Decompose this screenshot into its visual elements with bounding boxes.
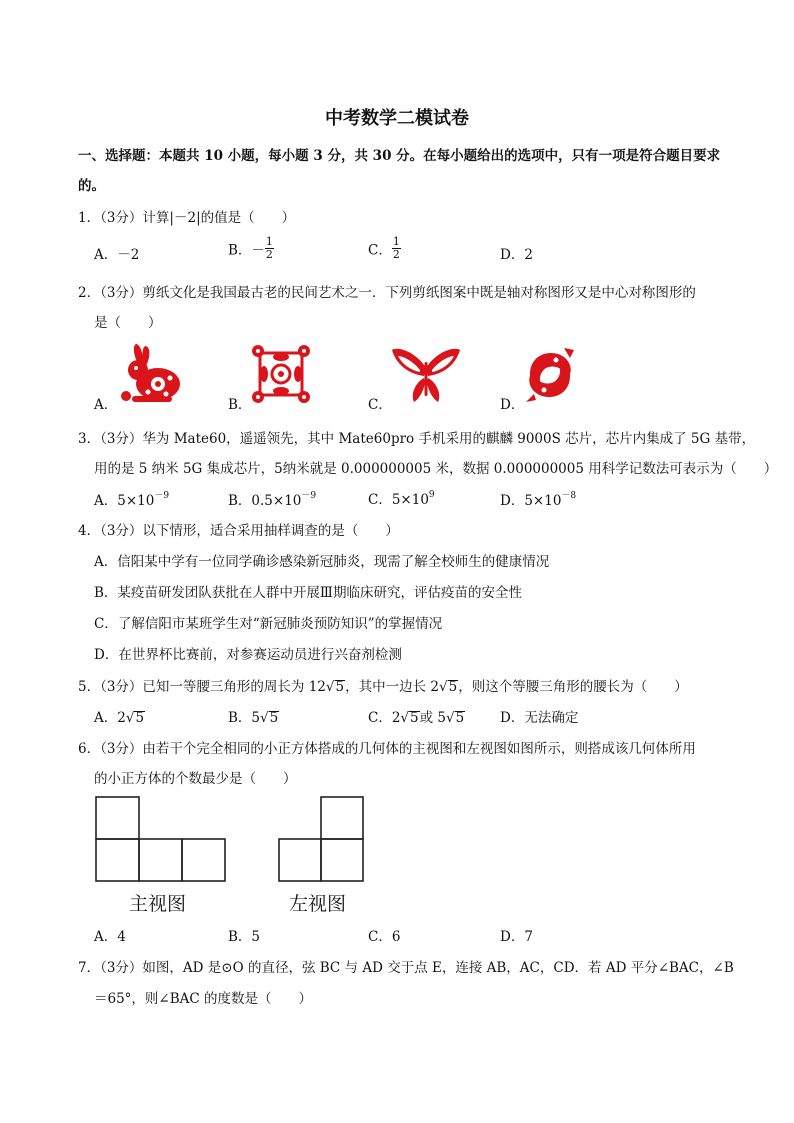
section-heading-line1: 一、选择题：本题共 10 小题，每小题 3 分，共 30 分。在每小题给出的选项中，只有一项是符合题目要求 — [78, 148, 721, 164]
q5-option-a: A．2√5 — [94, 710, 145, 726]
question-4-stem: 4．（3分）以下情形，适合采用抽样调查的是（ ） — [78, 523, 399, 539]
q4-option-a: A．信阳某中学有一位同学确诊感染新冠肺炎，现需了解全校师生的健康情况 — [94, 554, 550, 570]
q2-option-d: D． — [500, 397, 525, 413]
q1-option-a: A．－2 — [94, 247, 140, 263]
front-view-label: 主视图 — [129, 893, 187, 915]
left-view-label: 左视图 — [289, 893, 347, 915]
question-6-line2: 的小正方体的个数最少是（ ） — [94, 771, 297, 787]
q4-option-b: B．某疫苗研发团队获批在人群中开展Ⅲ期临床研究，评估疫苗的安全性 — [94, 585, 522, 601]
q1-option-d: D．2 — [500, 247, 533, 263]
q6-option-d: D．7 — [500, 929, 533, 945]
question-3-line1: 3．（3分）华为 Mate60，遥遥领先，其中 Mate60pro 手机采用的麒麟 9000S 芯片，芯片内集成了 5G 基带， — [78, 431, 756, 447]
q3-option-a: A．$5\times 10^{-9}$ — [94, 491, 170, 509]
fish-papercut-icon — [524, 346, 576, 404]
q5-option-d: D．无法确定 — [500, 710, 579, 726]
question-2-line2: 是（ ） — [94, 315, 162, 331]
q5-option-c: C．2√5或 5√5 — [368, 710, 465, 726]
views-figure — [93, 793, 368, 915]
butterfly-papercut-icon — [390, 346, 462, 406]
question-7-line1: 7．（3分）如图，AD 是⊙O 的直径，弦 BC 与 AD 交于点 E，连接 AB，AC，CD．若 AD 平分∠BAC，∠B — [78, 960, 734, 976]
q2-option-c: C． — [368, 397, 392, 413]
rabbit-papercut-icon — [118, 342, 184, 406]
square-pattern-papercut-icon — [250, 343, 312, 405]
q6-option-a: A．4 — [94, 929, 126, 945]
q3-option-b: B．$0.5\times 10^{-9}$ — [228, 491, 317, 509]
page-title: 中考数学二模试卷 — [325, 108, 469, 129]
q3-option-c: C．$5\times 10^9$ — [368, 490, 435, 508]
q3-option-d: D．$5\times 10^{-8}$ — [500, 491, 577, 509]
question-3-line2: 用的是 5 纳米 5G 集成芯片，5纳米就是 0.000000005 米，数据 0.000000005 用科学记数法可表示为（ ） — [94, 461, 778, 477]
q4-option-d: D．在世界杯比赛前，对参赛运动员进行兴奋剂检测 — [94, 647, 402, 663]
question-6-line1: 6．（3分）由若干个完全相同的小正方体搭成的几何体的主视图和左视图如图所示，则搭成该几何体所用 — [78, 741, 696, 757]
q4-option-c: C．了解信阳市某班学生对“新冠肺炎预防知识”的掌握情况 — [94, 616, 443, 632]
question-7-line2: ＝65°，则∠BAC 的度数是（ ） — [94, 991, 313, 1007]
q2-option-a: A． — [94, 397, 118, 413]
q1-option-b: B．－ $\frac{1}{2}$ — [228, 235, 273, 261]
section-heading-line2: 的。 — [78, 178, 105, 194]
q1-option-c: C． $\frac{1}{2}$ — [368, 235, 400, 261]
question-5-stem: 5．（3分）已知一等腰三角形的周长为 12√5，其中一边长 2√5，则这个等腰三角形的腰长为（ ） — [78, 679, 688, 695]
q2-option-b: B． — [228, 397, 252, 413]
question-1-stem: 1．（3分）计算|－2|的值是（ ） — [78, 210, 296, 226]
q6-option-b: B．5 — [228, 929, 261, 945]
q5-option-b: B．5√5 — [228, 710, 279, 726]
q6-option-c: C．6 — [368, 929, 401, 945]
question-2-line1: 2．（3分）剪纸文化是我国最古老的民间艺术之一．下列剪纸图案中既是轴对称图形又是中心对称图形的 — [78, 285, 696, 301]
